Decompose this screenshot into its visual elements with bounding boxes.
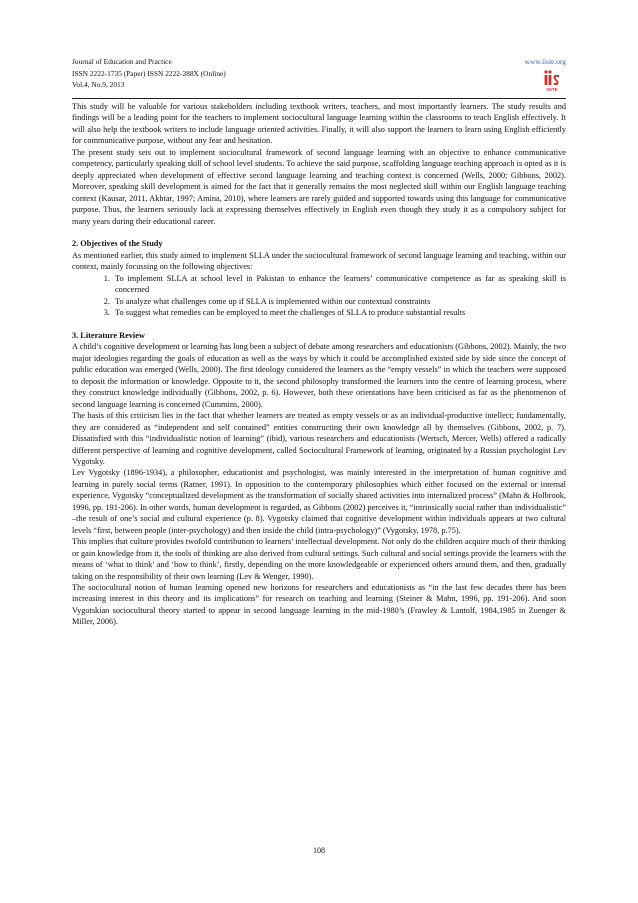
paragraph: A child’s cognitive development or learning has long been a subject of debate among researchers and educationists (Gibbons, 2002). Mainly, the two major ideologies regarding the goals of education as well as the ways by which it could be accomplished existed side by side since the concept of public education was emerged (Wells, 2000). The first ideology considered the learners as the “empty vessels” in which the teachers were supposed to deposit the information or knowledge. Opposite to it, the second philosophy transformed the learners into the centre of learning process, where they construct knowledge individually (Gibbons, 2002, p. 6). However, both these orientations have been criticised as far as the phenomenon of second language learning is concerned (Cummins, 2000). [72, 342, 566, 409]
journal-title: Journal of Education and Practice [72, 57, 172, 66]
journal-volume: Vol.4, No.9, 2013 [72, 80, 125, 89]
section-heading: 3. Literature Review [72, 331, 145, 341]
article-body [72, 101, 566, 628]
iiste-logo-icon [540, 68, 564, 92]
paragraph: The sociocultural notion of human learning opened new horizons for researchers and educationists as “in the last few decades there has been increasing interest in this theory and its implications” for research on teaching and learning (Steiner & Mahn, 1996, pp. 191-206). And soon Vygotskian sociocultural theory started to appear in second language learning in the mid-1980’s (Frawley & Lantolf, 1984,1985 in Zuenger & Miller, 2006). [72, 583, 566, 627]
header-divider [72, 98, 566, 99]
list-item: 3. To suggest what remedies can be employed to meet the challenges of SLLA to produce substantial results [112, 307, 566, 318]
paragraph: The basis of this criticism lies in the fact that whether learners are treated as empty vessels or as an individual-productive intellect; fundamentally, they are considered as “independent and self contained” entities constructing their own knowledge all by themselves (Gibbons, 2002, p. 7). Dissatisfied with this “individualistic notion of learning” (ibid), various researchers and educationists (Wertsch, Mercer, Wells) offered a radically different perspective of learning and cognitive development, called Sociocultural Framework of learning, originated by a Russian psychologist Lev Vygotsky. [72, 411, 566, 467]
section-heading: 2. Objectives of the Study [72, 239, 163, 249]
journal-url[interactable]: www.iiste.org [524, 57, 566, 66]
list-item: 2. To analyze what challenges come up if SLLA is implemented within our contextual constraints [112, 296, 566, 307]
page-number: 108 [313, 846, 325, 855]
page-header-area [72, 56, 566, 100]
journal-header [72, 56, 566, 100]
journal-issn: ISSN 2222-1735 (Paper) ISSN 2222-288X (Online) [72, 68, 226, 78]
paragraph: Lev Vygotsky (1896-1934), a philosopher, educationist and psychologist, was mainly interested in the interpretation of human cognitive and learning in purely social terms (Ratner, 1991). In opposition to the contemporary philosophies which either focused on the external or internal experience, Vygotsky “conceptualized development as the transformation of socially shared activities into internalized process” (Mahn & Holbrook, 1996, pp. 191-206). In other words, human development is regarded, as Gibbons (2002) perceives it, “intrinsically social rather than individualistic” –the result of one’s social and cultural experience (p. 8). Vygotsky claimed that cognitive development within individuals appears at two cultural levels “first, between people (inter-psychology) and then inside the child (intra-psychology)” (Vygotsky, 1978, p.75). [72, 468, 566, 535]
paragraph: As mentioned earlier, this study aimed to implement SLLA under the sociocultural framework of second language learning and teaching, within our context, mainly focussing on the following objectives: [72, 250, 566, 272]
paragraph: This implies that culture provides twofold contribution to learners’ intellectual development. Not only do the children acquire much of their thinking or gain knowledge from it, the tools of thinking are also derived from cultural settings. Such cultural and social settings provide the learners with the means of ‘what to think’ and ‘how to think’, firstly, depending on the more knowledgeable or experienced others around them, and then, gradually taking on the responsibility of their own learning (Lev & Wenger, 1990). [72, 537, 566, 581]
logo-text: IISTE [546, 87, 558, 92]
paragraph: The present study sets out to implement sociocultural framework of second language learning with an objective to enhance communicative competency, particularly speaking skill of school level students. To achieve the said purpose, scaffolding language teaching approach is opted as it is deeply appreciated when development of effective second language learning and teaching context is concerned (Wells, 2000; Gibbons, 2002). Moreover, speaking skill development is aimed for the fact that it generally remains the most neglected skill within our English language teaching context (Kausar, 2011, Akhtar, 1997; Amina, 2010), where learners are rarely guided and supported towards using this language for communicative purpose. Thus, the learners seriously lack at expressing themselves effectively in English even though they study it as a compulsory subject for many years during their educational career. [72, 147, 566, 226]
journal-info [72, 56, 226, 91]
paragraph: This study will be valuable for various stakeholders including textbook writers, teachers, and most importantly learners. The study results and findings will be a leading point for the teachers to implement sociocultural language learning within the classrooms to teach English effectively. It will also help the textbook writers to include language oriented activities. Finally, it will also support the learners to learn using English efficiently for communicative purpose, without any fear and hesitation. [72, 102, 566, 146]
objectives-list [72, 273, 566, 319]
list-item: 1. To implement SLLA at school level in Pakistan to enhance the learners’ communicative competence as far as speaking skill is concerned [112, 273, 566, 296]
